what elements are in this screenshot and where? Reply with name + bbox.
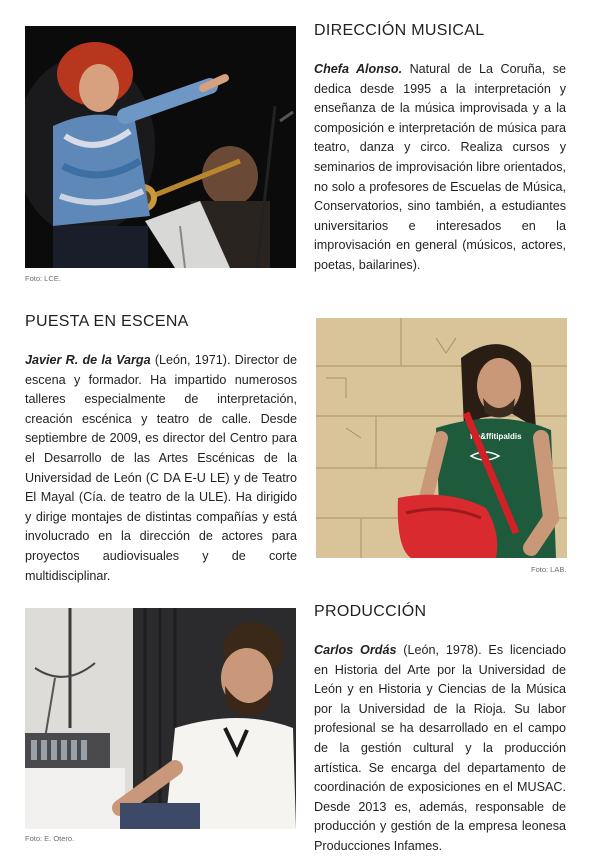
photo-carlos-ordas	[25, 608, 296, 829]
person-name: Carlos Ordás	[314, 643, 397, 657]
bio-text: Natural de La Coruña, se dedica desde 1995 a la interpretación y enseñanza de la música improvisada y a la composición e interpretación de música para teatro, danza y circo. Realiza cursos y seminarios de improvisación libre orientados, no solo a profesores de Escuelas de Música, Conservatorios, sino también, a estudiantes universitarios e interesados en la improvisación en general (músicos, actores, poetas, bailarines).	[314, 62, 567, 272]
bio-chefa-alonso	[314, 60, 566, 276]
section-heading-puesta-en-escena: PUESTA EN ESCENA	[25, 313, 189, 330]
section-heading-direccion-musical: DIRECCIÓN MUSICAL	[314, 22, 485, 39]
photo-javier-de-la-varga	[316, 318, 567, 558]
bio-carlos-ordas	[314, 641, 566, 857]
photo-chefa-alonso	[25, 26, 296, 268]
person-name: Chefa Alonso.	[314, 62, 403, 76]
person-name: Javier R. de la Varga	[25, 353, 151, 367]
bio-text: (León, 1978). Es licenciado en Historia del Arte por la Universidad de León y en Historia y Ciencias de la Música por la Universidad de la Rioja. Su labor profesional se ha desarrollado en el campo de la gestión cultural y la producción artística. Se encarga del departamento de coordinación de exposiciones en el MUSAC. Desde 2013 es, además, responsable de producción y gestión de la empresa leonesa Producciones Infames.	[314, 643, 566, 853]
bio-text: (León, 1971). Director de escena y formador. Ha impartido numerosos talleres especialmente de interpretación, creación escénica y teatro de calle. Desde septiembre de 2009, es director del Centro para el Desarrollo de las Artes Escénicas de la Universidad de León (C DA E-U LE) y de Teatro El Mayal (Cía. de teatro de la ULE). Ha dirigido y dirige montajes de distintas compañías y está involucrado en la dirección de actores para proyectos audiovisuales y de corte multidisciplinar.	[25, 353, 297, 583]
section-heading-produccion: PRODUCCIÓN	[314, 603, 427, 620]
photo-caption: Foto: E. Otero.	[25, 834, 75, 843]
photo-caption: Foto: LCE.	[25, 274, 61, 283]
shirt-text: ffo&ffitipaldis	[470, 432, 522, 441]
bio-javier-de-la-varga	[25, 351, 297, 586]
photo-caption: Foto: LAB.	[531, 565, 567, 574]
